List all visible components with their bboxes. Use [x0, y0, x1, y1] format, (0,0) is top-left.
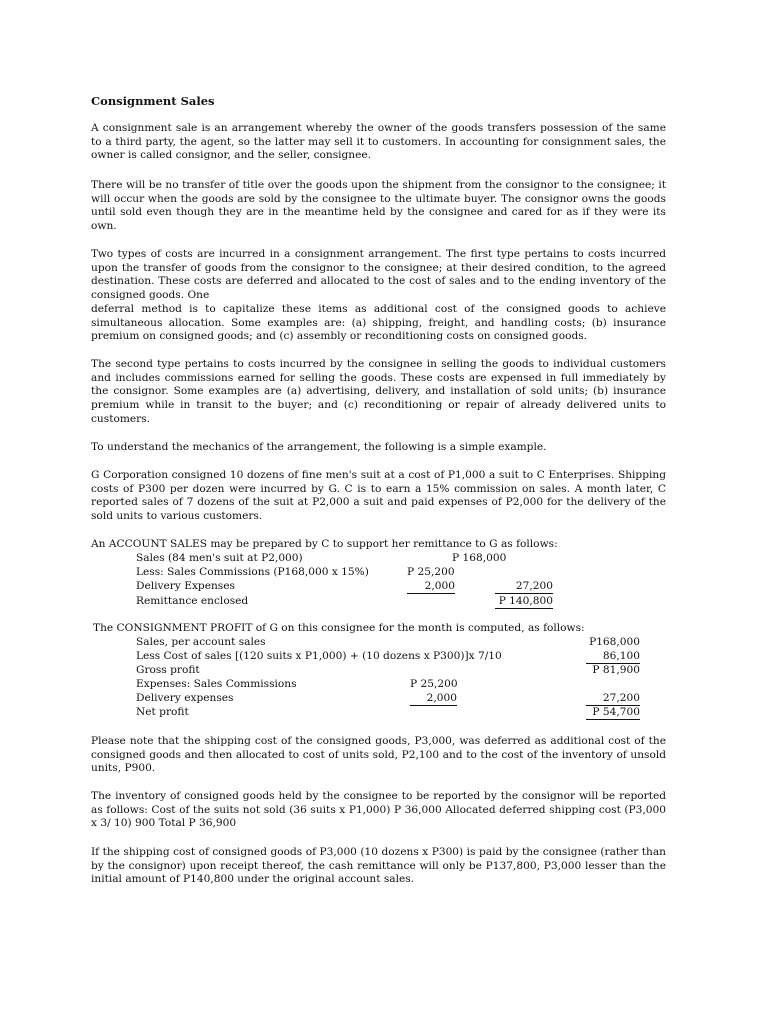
- cp-cost-of-sales-label: Less Cost of sales [(120 suits x P1,000) + (10 dozens x P300)]x 7/10: [136, 650, 502, 662]
- as-remittance-amount: P 140,800: [495, 595, 553, 609]
- as-sales-amount: P 168,000: [452, 552, 507, 564]
- cp-cost-of-sales-amount: 86,100: [586, 650, 640, 664]
- paragraph-deferral-method: deferral method is to capitalize these items as additional cost of the consigned goods to achieve simultaneous allocation. Some examples are: (a) shipping, freight, and handling costs; (b) insurance premium on consigned goods; and (c) assembly or reconditioning costs on consigned goods.: [91, 303, 666, 343]
- as-sales-label: Sales (84 men's suit at P2,000): [136, 552, 303, 564]
- as-commission-amount: P 25,200: [407, 566, 455, 578]
- cp-delivery-amount: 2,000: [410, 692, 457, 706]
- paragraph-shipping-note: Please note that the shipping cost of the consigned goods, P3,000, was deferred as additional cost of the consigned goods and then allocated to cost of units sold, P2,100 and to the cost of the inventory of unsold units, P900.: [91, 735, 666, 775]
- cp-commission-amount: P 25,200: [410, 678, 458, 690]
- cp-net-profit-amount: P 54,700: [586, 706, 640, 720]
- account-sales-intro: An ACCOUNT SALES may be prepared by C to support her remittance to G as follows:: [91, 538, 558, 550]
- cp-sales-amount: P168,000: [589, 636, 640, 648]
- as-delivery-label: Delivery Expenses: [136, 580, 235, 592]
- paragraph-cost-types: Two types of costs are incurred in a consignment arrangement. The first type pertains to costs incurred upon the transfer of goods from the consignor to the consignee; at their desired condition, to the agreed destination. These costs are deferred and allocated to the cost of sales and to the ending inventory of the consigned goods. One: [91, 248, 666, 302]
- paragraph-inventory: The inventory of consigned goods held by the consignee to be reported by the consignor will be reported as follows: Cost of the suits not sold (36 suits x P1,000) P 36,000 Allocated deferred shipping cost (P3,000 x 3/ 10) 900 Total P 36,900: [91, 790, 666, 830]
- paragraph-example-intro: To understand the mechanics of the arrangement, the following is a simple example.: [91, 441, 547, 453]
- as-remittance-label: Remittance enclosed: [136, 595, 249, 607]
- cp-commission-label: Expenses: Sales Commissions: [136, 678, 297, 690]
- paragraph-definition: A consignment sale is an arrangement whereby the owner of the goods transfers possession of the same to a third party, the agent, so the latter may sell it to customers. In accounting for consignment sales, the owner is called consignor, and the seller, consignee.: [91, 122, 666, 162]
- cp-delivery-label: Delivery expenses: [136, 692, 234, 704]
- consignment-profit-intro: The CONSIGNMENT PROFIT of G on this consignee for the month is computed, as follows:: [93, 622, 585, 634]
- cp-sales-label: Sales, per account sales: [136, 636, 266, 648]
- as-delivery-amount: 2,000: [407, 580, 455, 594]
- cp-gross-profit-amount: P 81,900: [592, 664, 640, 676]
- cp-gross-profit-label: Gross profit: [136, 664, 200, 676]
- as-commission-label: Less: Sales Commissions (P168,000 x 15%): [136, 566, 369, 578]
- paragraph-example: G Corporation consigned 10 dozens of fine men's suit at a cost of P1,000 a suit to C Enterprises. Shipping costs of P300 per dozen were incurred by G. C is to earn a 15% commission on sales. A month later, C reported sales of 7 dozens of the suit at P2,000 a suit and paid expenses of P2,000 for the delivery of the sold units to various customers.: [91, 469, 666, 523]
- paragraph-title-transfer: There will be no transfer of title over the goods upon the shipment from the consignor to the consignee; it will occur when the goods are sold by the consignee to the ultimate buyer. The consignor owns the goods until sold even though they are in the meantime held by the consignee and cared for as if they were its own.: [91, 179, 666, 233]
- paragraph-consignee-pays: If the shipping cost of consigned goods of P3,000 (10 dozens x P300) is paid by the consignee (rather than by the consignor) upon receipt thereof, the cash remittance will only be P137,800, P3,000 lesser than the initial amount of P140,800 under the original account sales.: [91, 846, 666, 886]
- document-title: Consignment Sales: [91, 94, 215, 108]
- as-deductions-total: 27,200: [495, 580, 553, 594]
- paragraph-second-type: The second type pertains to costs incurred by the consignee in selling the goods to individual customers and includes commissions earned for selling the goods. These costs are expensed in full immediately by the consignor. Some examples are (a) advertising, delivery, and installation of sold units; (b) insurance premium while in transit to the buyer; and (c) reconditioning or repair of already delivered units to customers.: [91, 358, 666, 425]
- cp-expenses-total: 27,200: [586, 692, 640, 706]
- cp-net-profit-label: Net profit: [136, 706, 189, 718]
